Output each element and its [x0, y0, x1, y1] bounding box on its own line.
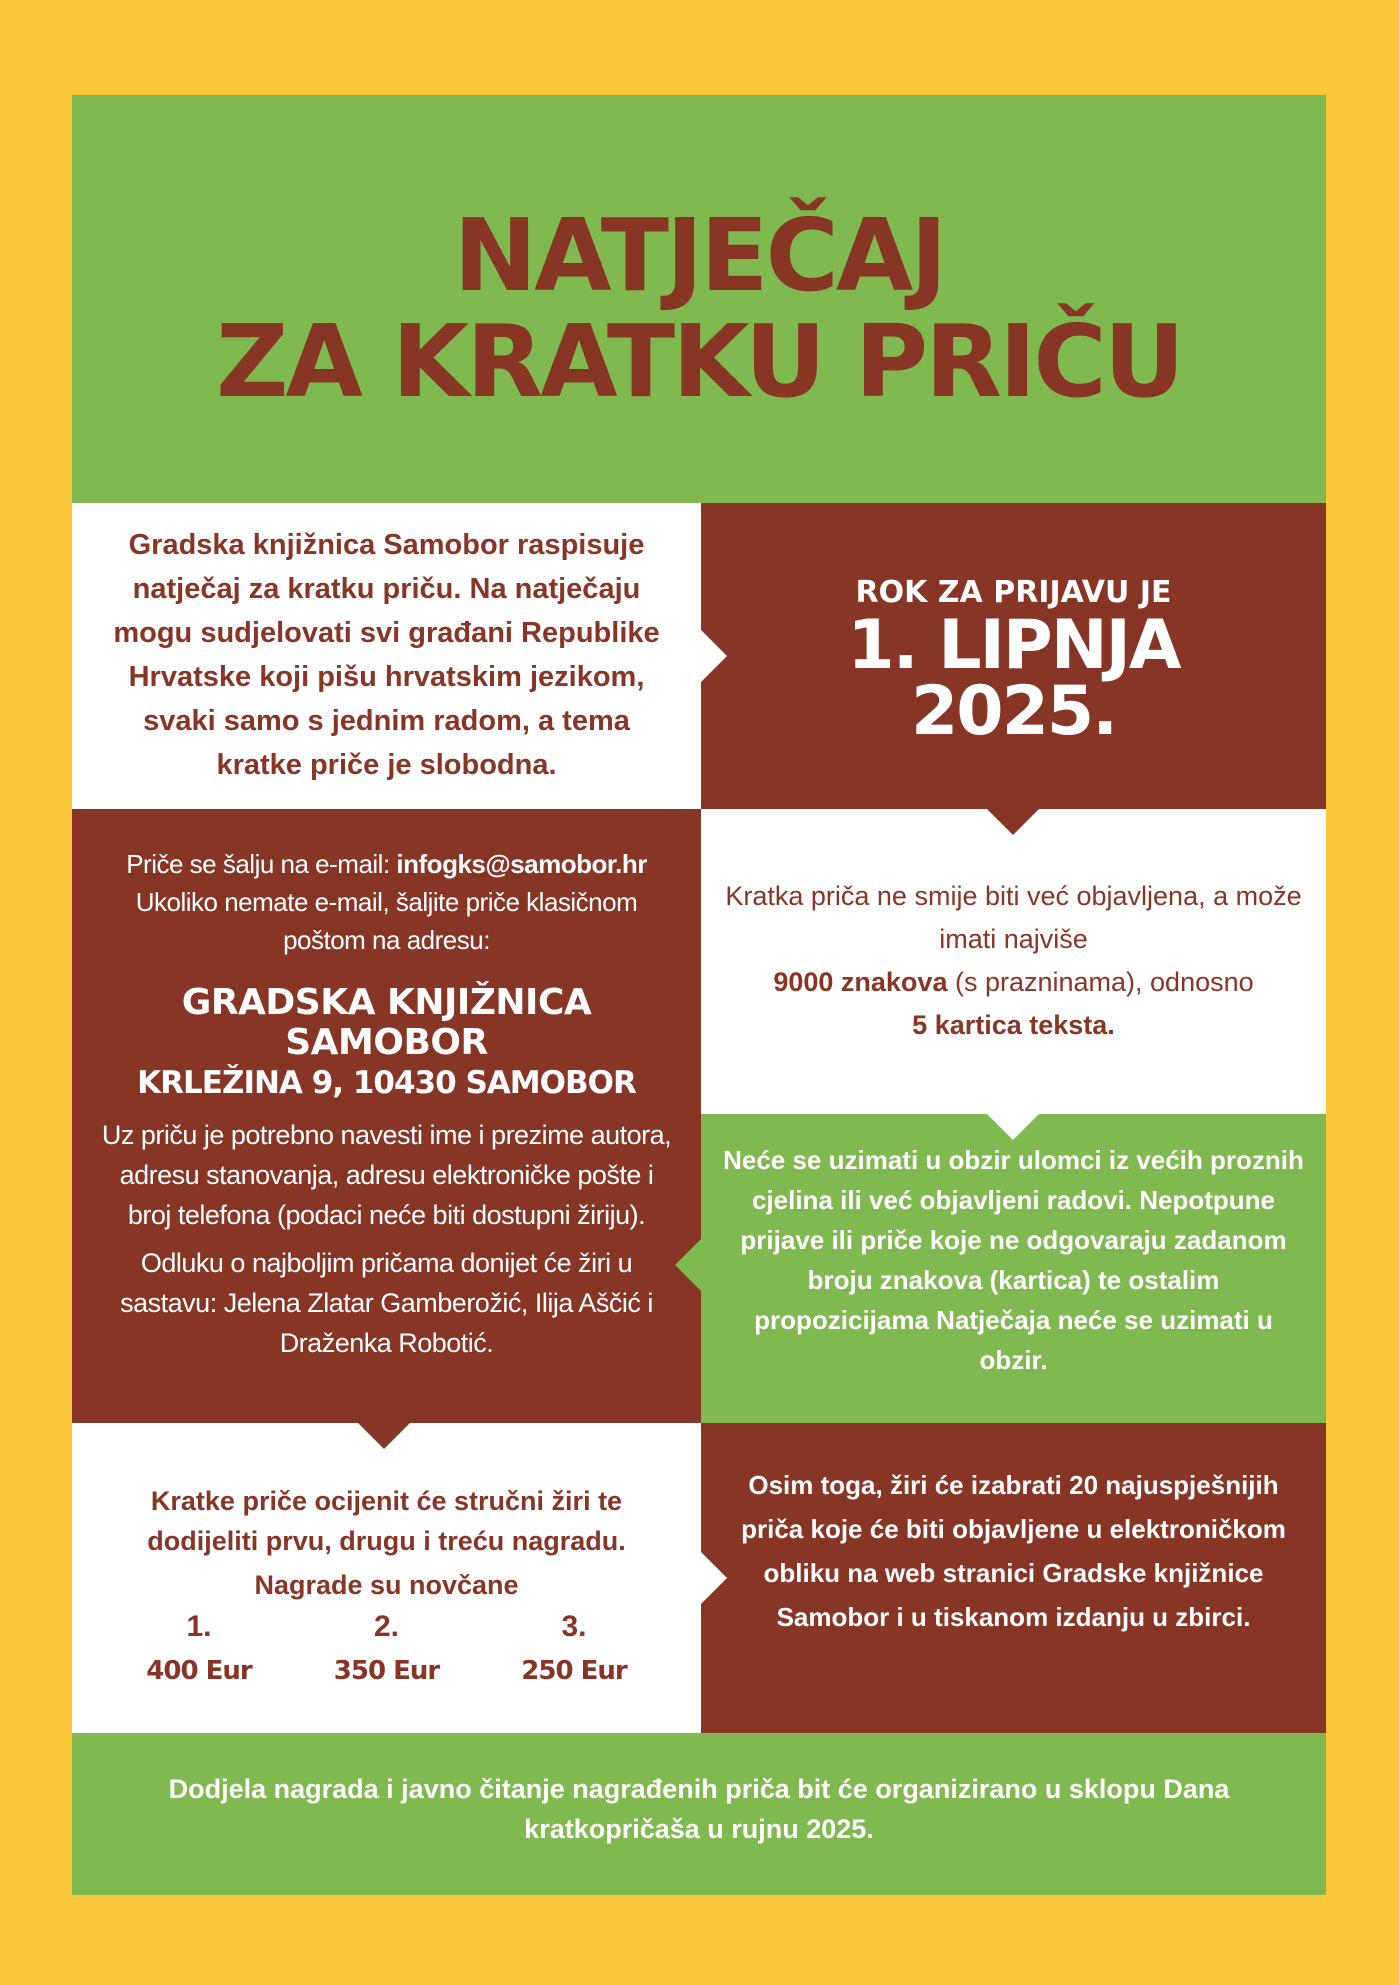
pointer-right — [701, 630, 727, 682]
title-line-2: ZA KRATKU PRIČU — [216, 303, 1182, 420]
pointer-left — [675, 1239, 701, 1291]
pointer-down — [987, 809, 1039, 835]
length-pages: 5 kartica teksta. — [912, 1010, 1115, 1040]
length-text-part-1: Kratka priča ne smije biti već objavljena, a može imati najviše — [725, 881, 1302, 954]
intro-panel — [72, 503, 701, 809]
prize-rank: 3. — [561, 1610, 587, 1643]
title-line-1: NATJEČAJ — [453, 197, 945, 314]
deadline-date-line-2: 2025. — [910, 672, 1117, 751]
publication-panel — [701, 1423, 1326, 1733]
length-text — [721, 875, 1306, 1047]
pointer-right — [701, 1552, 727, 1604]
prize-rank: 1. — [186, 1610, 212, 1643]
footer-panel — [72, 1733, 1326, 1895]
prize-amount: 250 Eur — [521, 1656, 627, 1686]
rules-text: Neće se uzimati u obzir ulomci iz većih proznih cjelina ili već objavljeni radovi. Nepotpune prijave ili priče koje ne odgovaraju zadanom broju znakova (kartica) te ostalim propozicijama Natječaja neće se uzimati u obzir. — [723, 1145, 1304, 1375]
address-name-line-1: GRADSKA KNJIŽNICA — [181, 982, 592, 1023]
deadline-panel — [701, 503, 1326, 809]
prize-amount: 400 Eur — [146, 1656, 252, 1686]
postal-note: Ukoliko nemate e-mail, šaljite priče klasičnom poštom na adresu: — [135, 887, 638, 955]
required-info: Uz priču je potrebno navesti ime i prezime autora, adresu stanovanja, adresu elektroničke pošte i broj telefona (podaci neće biti dostupni žiriju). — [101, 1120, 672, 1230]
header-panel — [72, 95, 1326, 503]
intro-text: Gradska knjižnica Samobor raspisuje natječaj za kratku priču. Na natječaju mogu sudjelovati svi građani Republike Hrvatske koji pišu hrvatskim jezikom, svaki samo s jednim radom, a tema kratke priče je slobodna. — [113, 529, 660, 781]
address-street: KRLEŽINA 9, 10430 SAMOBOR — [137, 1065, 636, 1101]
publication-text: Osim toga, žiri će izabrati 20 najuspješnijih priča koje će biti objavljene u elektroničkom obliku na web stranici Gradske knjižnice Samobor i u tiskanom izdanju u zbirci. — [741, 1470, 1286, 1632]
prizes-money-note: Nagrade su novčane — [254, 1570, 519, 1600]
length-text-part-2: (s prazninama), odnosno — [947, 967, 1254, 997]
prize-item — [134, 1605, 264, 1693]
deadline-date-line-1: 1. LIPNJA — [847, 606, 1180, 685]
jury-info: Odluku o najboljim pričama donijet će žiri u sastavu: Jelena Zlatar Gamberožić, Ilija Aščić i Draženka Robotić. — [120, 1248, 653, 1358]
submission-panel — [72, 809, 701, 1423]
rules-panel — [701, 1114, 1326, 1423]
footer-text: Dodjela nagrada i javno čitanje nagrađenih priča bit će organizirano u sklopu Dana kratkopričaša u rujnu 2025. — [168, 1774, 1230, 1844]
deadline-info — [701, 573, 1326, 751]
pointer-down — [358, 1423, 410, 1449]
prizes-intro: Kratke priče ocijenit će stručni žiri te dodijeliti prvu, drugu i treću nagradu. — [147, 1486, 626, 1556]
poster — [72, 95, 1326, 1895]
length-chars: 9000 znakova — [773, 967, 948, 997]
prize-rank: 2. — [373, 1610, 400, 1643]
email-address[interactable]: infogks@samobor.hr — [396, 849, 647, 879]
prizes-panel — [72, 1423, 701, 1733]
address-name-line-2: SAMOBOR — [285, 1022, 488, 1063]
email-prefix: Priče se šalju na e-mail: — [126, 849, 397, 879]
prize-item — [322, 1605, 452, 1693]
deadline-label: ROK ZA PRIJAVU JE — [855, 575, 1172, 610]
prize-item — [509, 1605, 639, 1693]
length-panel — [701, 809, 1326, 1114]
page-title — [72, 197, 1326, 420]
pointer-down — [987, 1114, 1039, 1140]
submission-content — [98, 845, 675, 1363]
prize-amount: 350 Eur — [333, 1656, 440, 1686]
prizes-text — [92, 1481, 681, 1605]
prize-list — [134, 1605, 639, 1693]
email-line — [98, 845, 675, 883]
